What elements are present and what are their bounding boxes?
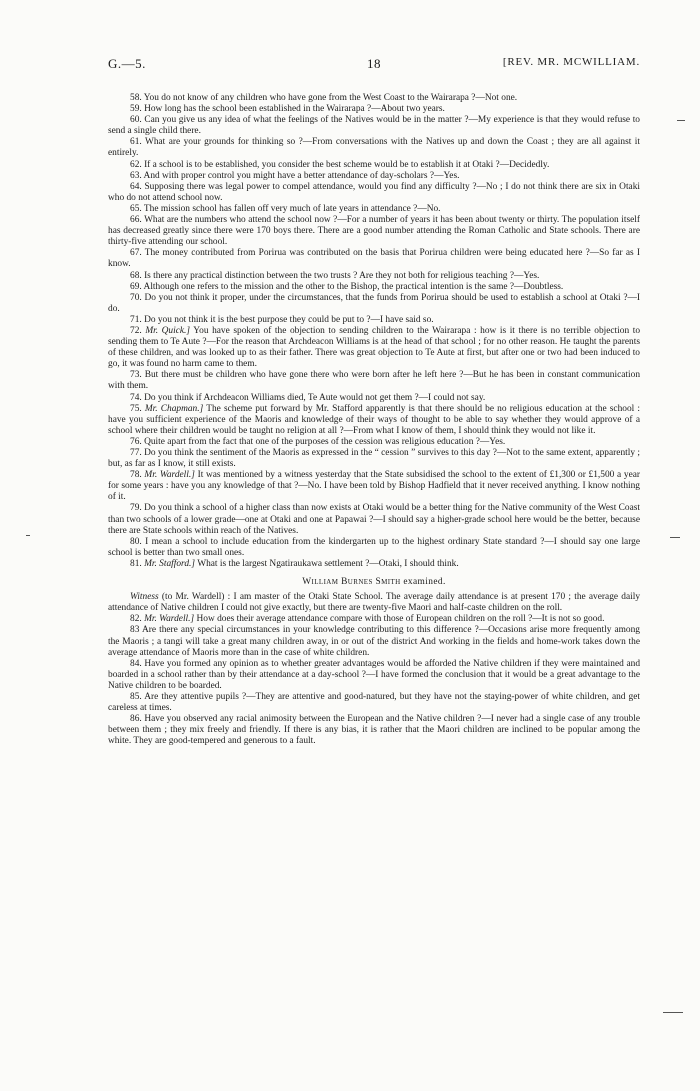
page-header	[108, 56, 640, 74]
qa-text: You do not know of any children who have gone from the West Coast to the Wairarapa ?—Not one.	[143, 93, 518, 103]
qa-text: Do you think if Archdeacon Williams died, Te Aute would not get them ?—I could not say.	[144, 392, 486, 403]
qa-text: You have spoken of the objection to sending children to the Wairarapa : how is it there is no terrible objection to sending them to Te Aute ?—For the reason that Archdeacon Williams is at the head of that school ; for no other reason. He taught the parents of these children, and was looked up to as their father. There was great objection to Te Aute at first, but after one or two had been induced to go, it was found no harm came to them.	[108, 325, 641, 370]
qa-entry	[108, 370, 640, 392]
qa-text: Do you think the sentiment of the Maoris as expressed in the “ cession ” survives to this day ?—Not to the same extent, apparently ; but, as far as I know, it still exists.	[108, 448, 640, 470]
qa-entry	[108, 104, 640, 115]
qa-entry	[108, 293, 640, 315]
question-number: 63.	[130, 170, 142, 181]
qa-text: Are there any special circumstances in your knowledge contributing to this difference ?—Occasions arise more frequently among the Maoris ; a tangi will take a great many children away, in or out of the district And working in the fields and home-work takes down the average attendance of Maoris more than in the case of white children.	[108, 625, 640, 658]
question-number: 64.	[130, 181, 142, 192]
qa-entry	[108, 559, 640, 570]
questioner-name: Mr. Wardell.]	[144, 470, 195, 481]
qa-text: How long has the school been established in the Wairarapa ?—About two years.	[144, 104, 445, 115]
qa-entry	[108, 614, 640, 625]
question-number: 59.	[130, 104, 142, 115]
qa-entry	[108, 437, 640, 448]
qa-text: Do you think a school of a higher class than now exists at Otaki would be a better thing for the Native community of the West Coast than two schools of a lower grade—one at Otaki and one at Papawai ?—I should say a higher-grade school here would be the better, because there are State schools within reach of the Natives.	[108, 503, 641, 536]
question-number: 61.	[130, 137, 142, 148]
qa-entry	[108, 93, 640, 104]
questioner-name: Mr. Stafford.]	[144, 558, 196, 569]
question-number: 81.	[130, 558, 142, 569]
question-number: 70.	[130, 292, 142, 303]
qa-text: I mean a school to include education from the kindergarten up to the highest ordinary State standard ?—I should say one large school is better than two small ones.	[108, 536, 641, 558]
running-head: [REV. MR. MCWILLIAM.	[502, 56, 640, 68]
qa-text: What are your grounds for thinking so ?—From conversations with the Natives up and down the Coast ; they are all against it entirely.	[108, 137, 640, 159]
question-number: 67.	[130, 248, 142, 259]
qa-entry	[108, 692, 640, 714]
question-number: 85.	[130, 691, 142, 702]
margin-mark	[26, 535, 30, 536]
qa-text: What is the largest Ngatiraukawa settlement ?—Otaki, I should think.	[197, 558, 459, 569]
question-number: 66.	[130, 215, 142, 226]
page-number: 18	[367, 56, 381, 71]
qa-text: If a school is to be established, you consider the best scheme would be to establish it at Otaki ?—Decidedly.	[144, 159, 550, 170]
question-number: 78.	[130, 470, 142, 481]
qa-entry	[108, 171, 640, 182]
question-number: 65.	[130, 203, 142, 214]
qa-text: Do you not think it proper, under the circumstances, that the funds from Porirua should be used to establish a school at Otaki ?—I do.	[108, 292, 641, 314]
qa-text: Although one refers to the mission and the other to the Bishop, the practical intention is the same ?—Doubtless.	[143, 281, 564, 292]
witness-text: I am master of the Otaki State School. The average daily attendance is at present 170 ; the average daily attendance of Native children I could not give exactly, but there are twenty-five Maori and half-caste children on the roll.	[108, 592, 641, 614]
qa-text: Quite apart from the fact that one of the purposes of the cession was religious education ?—Yes.	[144, 436, 506, 447]
document-body	[108, 93, 640, 747]
section-heading	[108, 577, 640, 588]
qa-entry	[108, 503, 640, 536]
question-number: 76.	[130, 436, 142, 447]
question-number: 84.	[130, 658, 142, 669]
report-reference: G.—5.	[108, 56, 146, 71]
qa-entry	[108, 137, 640, 159]
qa-entry	[108, 537, 640, 559]
question-number: 80.	[130, 536, 142, 547]
qa-text: What are the numbers who attend the school now ?—For a number of years it has been about twenty or thirty. The population itself has decreased greatly since there were 170 boys there. There are a good number attending the Roman Catholic and State schools. There are thirty-five attending our school.	[108, 215, 640, 248]
question-number: 58.	[130, 93, 142, 103]
qa-text: How does their average attendance compare with those of European children on the roll ?—It is not so good.	[196, 614, 605, 625]
witness-name: William Burnes Smith	[302, 577, 401, 588]
testimony-part-two	[108, 614, 640, 747]
witness-aside: (to Mr. Wardell) :	[161, 592, 231, 603]
question-number: 75.	[130, 403, 142, 414]
qa-entry	[108, 470, 640, 503]
testimony-part-one	[108, 93, 640, 570]
qa-entry	[108, 448, 640, 470]
questioner-name: Mr. Chapman.]	[144, 403, 204, 414]
qa-text: Is there any practical distinction between the two trusts ? Are they not both for religious teaching ?—Yes.	[144, 270, 540, 281]
question-number: 79.	[130, 503, 142, 514]
questioner-name: Mr. Quick.]	[145, 325, 191, 336]
qa-entry	[108, 625, 640, 658]
question-number: 72.	[130, 325, 142, 336]
qa-entry	[108, 160, 640, 171]
qa-text: Are they attentive pupils ?—They are attentive and good-natured, but they have not the staying-power of white children, and get careless at times.	[108, 691, 641, 714]
qa-text: But there must be children who have gone there who were born after he left here ?—But he has been in constant communication with them.	[108, 370, 641, 392]
qa-text: Have you formed any opinion as to whether greater advantages would be afforded the Native children if they were maintained and boarded in a school rather than by their attendance at a day-school ?—I have formed the conclusion that it would be a great advantage to the Native children to be boarded.	[108, 658, 641, 691]
questioner-name: Mr. Wardell.]	[144, 614, 195, 625]
qa-entry	[108, 182, 640, 204]
question-number: 68.	[130, 270, 142, 281]
margin-mark	[677, 120, 685, 121]
qa-entry	[108, 282, 640, 293]
qa-entry	[108, 248, 640, 270]
question-number: 71.	[130, 314, 142, 325]
qa-text: Have you observed any racial animosity between the European and the Native children ?—I never had a single case of any trouble between them ; they mix freely and friendly. If there is any bias, it is rather that the Maori children are inclined to be popular among the white. They are good-tempered and generous to a fault.	[108, 714, 640, 747]
qa-text: And with proper control you might have a better attendance of day-scholars ?—Yes.	[143, 170, 460, 181]
heading-suffix: examined.	[403, 577, 446, 588]
qa-text: Do you not think it is the best purpose they could be put to ?—I have said so.	[144, 314, 434, 325]
question-number: 77.	[130, 448, 142, 458]
qa-text: It was mentioned by a witness yesterday that the State subsidised the school to the extent of £1,300 or £1,500 a year for some years : have you any knowledge of that ?—No. I have been told by Bishop Hadfield that it never received anything. I know nothing of it.	[108, 470, 641, 503]
question-number: 62.	[130, 159, 142, 170]
question-number: 74.	[130, 392, 142, 403]
qa-entry	[108, 659, 640, 692]
qa-entry	[108, 714, 640, 747]
question-number: 69.	[130, 281, 142, 292]
qa-entry	[108, 315, 640, 326]
margin-mark	[663, 1012, 683, 1013]
qa-text: The money contributed from Porirua was contributed on the basis that Porirua children were being educated here ?—So far as I know.	[108, 248, 640, 270]
qa-text: Supposing there was legal power to compel attendance, would you find any difficulty ?—No ; I do not think there are six in Otaki who do not attend school now.	[108, 181, 641, 203]
qa-entry	[108, 204, 640, 215]
witness-statement	[108, 592, 640, 614]
qa-entry	[108, 326, 640, 370]
question-number: 83	[130, 625, 140, 636]
question-number: 86.	[130, 714, 142, 725]
margin-mark	[670, 537, 680, 538]
question-number: 60.	[130, 115, 142, 126]
witness-label: Witness	[130, 592, 159, 603]
qa-entry	[108, 115, 640, 137]
qa-entry	[108, 404, 640, 437]
qa-text: The scheme put forward by Mr. Stafford apparently is that there should be no religious education at the school : have you sufficient experience of the Maoris and knowledge of their ways of thought to be able to say whether they would approve of a school where their children would be taught no religion at all ?—From what I know of them, I should think they would not like it.	[108, 403, 641, 436]
question-number: 82.	[130, 614, 142, 625]
qa-entry	[108, 271, 640, 282]
qa-text: The mission school has fallen off very much of late years in attendance ?—No.	[143, 203, 441, 214]
question-number: 73.	[130, 370, 142, 381]
qa-entry	[108, 215, 640, 248]
qa-text: Can you give us any idea of what the feelings of the Natives would be in the matter ?—My experience is that they would refuse to send a single child there.	[108, 115, 640, 137]
qa-entry	[108, 393, 640, 404]
